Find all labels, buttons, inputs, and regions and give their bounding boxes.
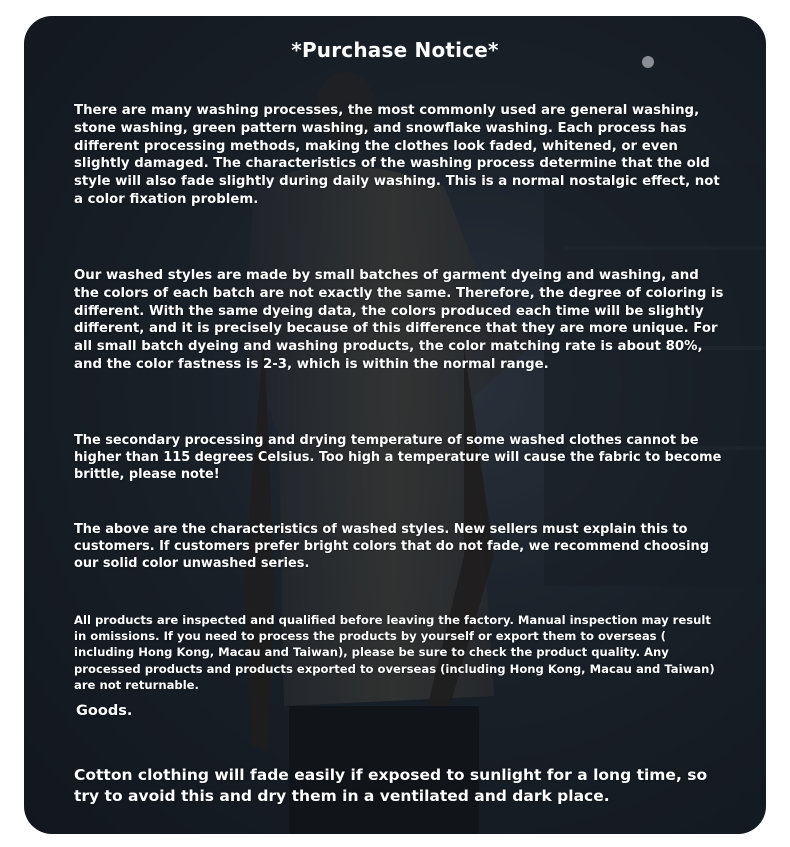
- notice-content: [24, 16, 766, 834]
- sunlight-care-paragraph: Cotton clothing will fade easily if exposed to sunlight for a long time, so try to avoid this and dry them in a ventilated and dark place.: [74, 766, 708, 805]
- drying-temperature-paragraph: The secondary processing and drying temperature of some washed clothes cannot be higher than 115 degrees Celsius. Too high a temperature will cause the fabric to become brittle, please note!: [74, 433, 722, 483]
- batch-dyeing-paragraph: Our washed styles are made by small batches of garment dyeing and washing, and the colors of each batch are not exactly the same. Therefore, the degree of coloring is different. With the same dyeing data, the colors produced each time will be slightly different, and it is precisely because of this difference that they are more unique. For all small batch dyeing and washing products, the color matching rate is about 80%, and the color fastness is 2-3, which is within the normal range.: [74, 268, 724, 372]
- inspection-returns-paragraph: All products are inspected and qualified before leaving the factory. Manual inspection may result in omissions. If you need to process the products by yourself or export them to overseas ( including Hong Kong, Macau and Taiwan), please be sure to check the product quality. Any processed products and products exported to overseas (including Hong Kong, Macau and Taiwan) are not returnable.: [74, 613, 715, 692]
- goods-label: Goods.: [76, 703, 133, 719]
- purchase-notice-card: [24, 16, 766, 834]
- page-title: *Purchase Notice*: [291, 38, 499, 62]
- seller-explanation-paragraph: The above are the characteristics of washed styles. New sellers must explain this to customers. If customers prefer bright colors that do not fade, we recommend choosing our solid color unwashed series.: [74, 522, 709, 572]
- washing-process-paragraph: There are many washing processes, the most commonly used are general washing, stone washing, green pattern washing, and snowflake washing. Each process has different processing methods, making the clothes look faded, whitened, or even slightly damaged. The characteristics of the washing process determine that the old style will also fade slightly during daily washing. This is a normal nostalgic effect, not a color fixation problem.: [74, 103, 720, 207]
